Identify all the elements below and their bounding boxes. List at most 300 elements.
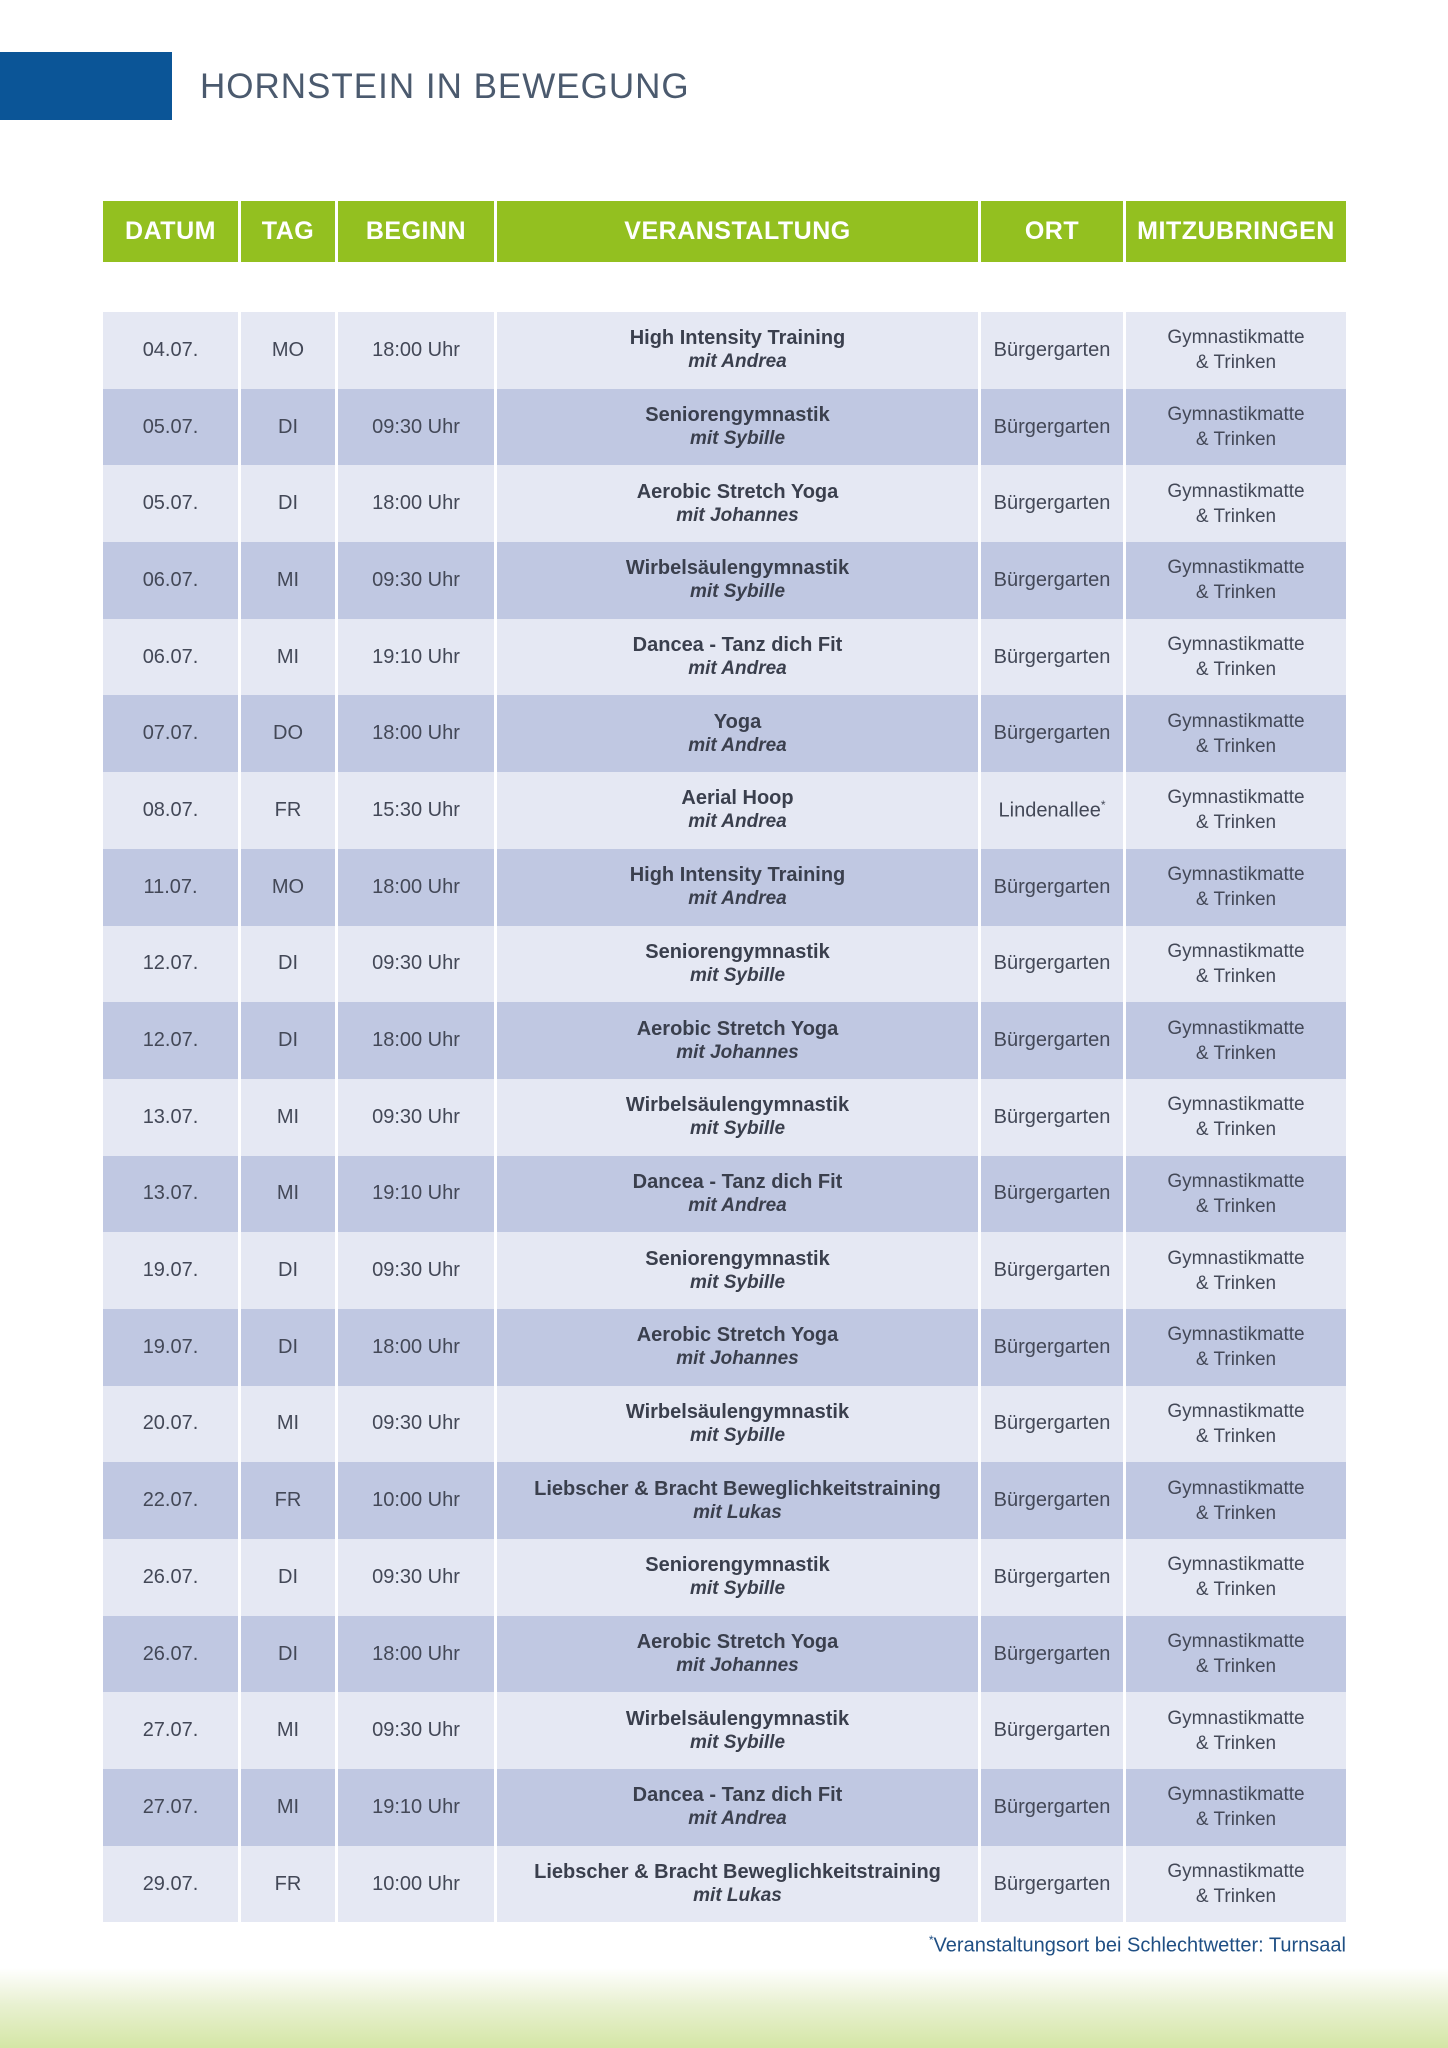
date-text: 05.07. — [142, 415, 199, 438]
cell-place — [981, 619, 1126, 696]
event-host: mit Johannes — [676, 1655, 799, 1677]
cell-date — [103, 1386, 241, 1463]
place-text — [994, 1643, 1111, 1666]
cell-day — [241, 1846, 338, 1923]
day-text: MI — [276, 1182, 300, 1205]
event-title: Wirbelsäulengymnastik — [625, 557, 850, 580]
cell-date — [103, 1846, 241, 1923]
cell-place — [981, 389, 1126, 466]
cell-event — [497, 1232, 981, 1309]
event-title: Aerobic Stretch Yoga — [636, 480, 839, 503]
cell-day — [241, 695, 338, 772]
cell-place — [981, 1539, 1126, 1616]
cell-time — [338, 1616, 497, 1693]
day-text: MI — [276, 1795, 300, 1818]
cell-time — [338, 542, 497, 619]
event-title: Liebscher & Bracht Beweglichkeitstraining — [534, 1477, 941, 1500]
table-row — [103, 926, 1346, 1003]
cell-place — [981, 1386, 1126, 1463]
cell-bring — [1126, 1156, 1346, 1233]
cell-date — [103, 926, 241, 1003]
cell-event — [497, 1156, 981, 1233]
event-host: mit Sybille — [689, 1118, 786, 1140]
event-title: Dancea - Tanz dich Fit — [632, 1170, 843, 1193]
place-text — [994, 569, 1111, 592]
day-text: MI — [276, 568, 300, 591]
cell-time — [338, 1002, 497, 1079]
cell-time — [338, 1386, 497, 1463]
cell-place — [981, 312, 1126, 389]
cell-day — [241, 542, 338, 619]
event-host: mit Sybille — [689, 964, 786, 986]
cell-bring — [1126, 1539, 1346, 1616]
bring-line-1: Gymnastikmatte — [1167, 404, 1305, 426]
cell-date — [103, 1232, 241, 1309]
event-host: mit Sybille — [689, 581, 786, 603]
event-host: mit Sybille — [689, 428, 786, 450]
schedule-table — [103, 201, 1346, 1922]
cell-time — [338, 1769, 497, 1846]
date-text: 22.07. — [142, 1489, 199, 1512]
place-name: Bürgergarten — [993, 492, 1111, 515]
bring-line-1: Gymnastikmatte — [1167, 634, 1305, 656]
time-text: 15:30 Uhr — [372, 798, 460, 821]
date-text: 27.07. — [142, 1795, 199, 1818]
cell-place — [981, 849, 1126, 926]
bring-line-1: Gymnastikmatte — [1167, 557, 1305, 579]
event-host: mit Johannes — [676, 504, 799, 526]
cell-event — [497, 1616, 981, 1693]
place-name: Bürgergarten — [993, 1259, 1111, 1282]
cell-day — [241, 619, 338, 696]
event-title: Wirbelsäulengymnastik — [625, 1094, 850, 1117]
place-name: Bürgergarten — [993, 1795, 1111, 1818]
cell-bring — [1126, 1079, 1346, 1156]
bring-line-1: Gymnastikmatte — [1167, 1017, 1305, 1039]
cell-place — [981, 1769, 1126, 1846]
bring-line-2: & Trinken — [1195, 1886, 1277, 1908]
bring-line-1: Gymnastikmatte — [1167, 1094, 1305, 1116]
bring-line-2: & Trinken — [1195, 965, 1277, 987]
day-text: DI — [278, 952, 298, 975]
bottom-gradient-band — [0, 1968, 1448, 2048]
time-text: 19:10 Uhr — [372, 645, 460, 668]
cell-bring — [1126, 619, 1346, 696]
place-footnote-mark: * — [1100, 798, 1106, 813]
cell-bring — [1126, 1462, 1346, 1539]
bring-line-1: Gymnastikmatte — [1167, 327, 1305, 349]
cell-event — [497, 772, 981, 849]
header-accent-bar — [0, 52, 172, 120]
cell-date — [103, 1156, 241, 1233]
time-text: 09:30 Uhr — [372, 1259, 460, 1282]
cell-time — [338, 849, 497, 926]
cell-place — [981, 1846, 1126, 1923]
place-name: Bürgergarten — [993, 722, 1111, 745]
bring-line-2: & Trinken — [1195, 582, 1277, 604]
bring-line-1: Gymnastikmatte — [1167, 1707, 1305, 1729]
cell-date — [103, 1309, 241, 1386]
cell-day — [241, 312, 338, 389]
date-text: 26.07. — [142, 1642, 199, 1665]
table-row — [103, 1386, 1346, 1463]
time-text: 18:00 Uhr — [372, 338, 460, 361]
place-name: Bürgergarten — [993, 1412, 1111, 1435]
cell-date — [103, 849, 241, 926]
bring-line-1: Gymnastikmatte — [1167, 480, 1305, 502]
cell-day — [241, 1156, 338, 1233]
place-name: Bürgergarten — [993, 568, 1111, 591]
footnote — [929, 1933, 1346, 1958]
date-text: 07.07. — [142, 722, 199, 745]
bring-line-2: & Trinken — [1195, 505, 1277, 527]
place-text — [994, 1029, 1111, 1052]
cell-date — [103, 1079, 241, 1156]
event-title: Seniorengymnastik — [645, 1554, 830, 1577]
time-text: 18:00 Uhr — [372, 1335, 460, 1358]
bring-line-1: Gymnastikmatte — [1167, 787, 1305, 809]
place-name: Bürgergarten — [993, 1642, 1111, 1665]
place-text — [994, 1796, 1111, 1819]
cell-date — [103, 772, 241, 849]
cell-event — [497, 465, 981, 542]
cell-day — [241, 1539, 338, 1616]
cell-event — [497, 312, 981, 389]
table-row — [103, 849, 1346, 926]
bring-line-2: & Trinken — [1195, 1809, 1277, 1831]
day-text: MI — [276, 1719, 300, 1742]
date-text: 29.07. — [142, 1872, 199, 1895]
cell-place — [981, 542, 1126, 619]
bring-line-2: & Trinken — [1195, 352, 1277, 374]
day-text: MO — [271, 875, 305, 898]
time-text: 18:00 Uhr — [372, 875, 460, 898]
day-text: MO — [271, 338, 305, 361]
header-tag: TAG — [241, 201, 338, 262]
cell-place — [981, 1616, 1126, 1693]
place-name: Bürgergarten — [993, 1182, 1111, 1205]
event-title: Seniorengymnastik — [645, 1247, 830, 1270]
event-host: mit Sybille — [689, 1578, 786, 1600]
cell-day — [241, 926, 338, 1003]
header-beginn: BEGINN — [338, 201, 497, 262]
time-text: 10:00 Uhr — [372, 1489, 460, 1512]
event-host: mit Sybille — [689, 1731, 786, 1753]
time-text: 09:30 Uhr — [372, 415, 460, 438]
cell-bring — [1126, 1616, 1346, 1693]
cell-event — [497, 695, 981, 772]
table-row — [103, 1539, 1346, 1616]
day-text: DI — [278, 1642, 298, 1665]
cell-date — [103, 1002, 241, 1079]
place-text — [994, 416, 1111, 439]
event-host: mit Andrea — [688, 888, 787, 910]
table-row — [103, 1692, 1346, 1769]
table-spacer — [103, 262, 1346, 312]
event-title: Liebscher & Bracht Beweglichkeitstraining — [534, 1861, 941, 1884]
cell-event — [497, 1386, 981, 1463]
date-text: 20.07. — [142, 1412, 199, 1435]
cell-time — [338, 312, 497, 389]
event-title: Wirbelsäulengymnastik — [625, 1400, 850, 1423]
table-row — [103, 1079, 1346, 1156]
event-host: mit Andrea — [688, 351, 787, 373]
cell-event — [497, 1002, 981, 1079]
cell-date — [103, 695, 241, 772]
day-text: FR — [274, 1489, 302, 1512]
cell-day — [241, 1769, 338, 1846]
bring-line-2: & Trinken — [1195, 1272, 1277, 1294]
cell-time — [338, 1846, 497, 1923]
cell-event — [497, 1769, 981, 1846]
event-host: mit Johannes — [676, 1348, 799, 1370]
cell-place — [981, 1309, 1126, 1386]
cell-time — [338, 619, 497, 696]
bring-line-2: & Trinken — [1195, 1349, 1277, 1371]
table-row — [103, 1002, 1346, 1079]
cell-day — [241, 1079, 338, 1156]
date-text: 13.07. — [142, 1182, 199, 1205]
bring-line-1: Gymnastikmatte — [1167, 1247, 1305, 1269]
cell-date — [103, 1462, 241, 1539]
event-host: mit Johannes — [676, 1041, 799, 1063]
cell-day — [241, 772, 338, 849]
time-text: 19:10 Uhr — [372, 1182, 460, 1205]
table-body — [103, 312, 1346, 1922]
cell-event — [497, 1079, 981, 1156]
bring-line-1: Gymnastikmatte — [1167, 1324, 1305, 1346]
cell-event — [497, 1846, 981, 1923]
time-text: 18:00 Uhr — [372, 492, 460, 515]
event-title: High Intensity Training — [629, 327, 846, 350]
place-name: Bürgergarten — [993, 1105, 1111, 1128]
cell-event — [497, 926, 981, 1003]
bring-line-2: & Trinken — [1195, 1732, 1277, 1754]
footnote-mark: * — [928, 1933, 934, 1947]
cell-bring — [1126, 1769, 1346, 1846]
table-row — [103, 772, 1346, 849]
place-text — [994, 1259, 1111, 1282]
header-mitzubringen: MITZUBRINGEN — [1137, 217, 1335, 245]
place-text — [994, 339, 1111, 362]
time-text: 18:00 Uhr — [372, 1029, 460, 1052]
bring-line-2: & Trinken — [1195, 1042, 1277, 1064]
date-text: 13.07. — [142, 1105, 199, 1128]
time-text: 09:30 Uhr — [372, 952, 460, 975]
cell-day — [241, 1309, 338, 1386]
cell-event — [497, 542, 981, 619]
place-name: Bürgergarten — [993, 415, 1111, 438]
cell-bring — [1126, 1386, 1346, 1463]
bring-line-2: & Trinken — [1195, 735, 1277, 757]
cell-time — [338, 695, 497, 772]
cell-place — [981, 772, 1126, 849]
cell-bring — [1126, 926, 1346, 1003]
header-veranstaltung: VERANSTALTUNG — [497, 201, 981, 262]
cell-date — [103, 1539, 241, 1616]
cell-date — [103, 465, 241, 542]
time-text: 10:00 Uhr — [372, 1872, 460, 1895]
cell-bring — [1126, 389, 1346, 466]
event-host: mit Andrea — [688, 734, 787, 756]
event-title: Seniorengymnastik — [645, 404, 830, 427]
day-text: DI — [278, 1259, 298, 1282]
day-text: FR — [274, 1872, 302, 1895]
date-text: 06.07. — [142, 645, 199, 668]
table-row — [103, 1616, 1346, 1693]
cell-place — [981, 1692, 1126, 1769]
event-title: Aerobic Stretch Yoga — [636, 1324, 839, 1347]
event-title: High Intensity Training — [629, 864, 846, 887]
table-row — [103, 542, 1346, 619]
event-title: Aerial Hoop — [681, 787, 794, 810]
cell-place — [981, 926, 1126, 1003]
event-host: mit Lukas — [693, 1885, 782, 1907]
cell-bring — [1126, 1309, 1346, 1386]
cell-date — [103, 619, 241, 696]
cell-day — [241, 1002, 338, 1079]
event-title: Aerobic Stretch Yoga — [636, 1017, 839, 1040]
cell-bring — [1126, 849, 1346, 926]
place-text — [994, 492, 1111, 515]
cell-day — [241, 389, 338, 466]
cell-place — [981, 695, 1126, 772]
cell-event — [497, 849, 981, 926]
place-text — [994, 1566, 1111, 1589]
time-text: 18:00 Uhr — [372, 722, 460, 745]
header-datum: DATUM — [103, 201, 241, 262]
place-text — [994, 722, 1111, 745]
cell-event — [497, 1462, 981, 1539]
place-text — [994, 646, 1111, 669]
date-text: 26.07. — [142, 1565, 199, 1588]
bring-line-1: Gymnastikmatte — [1167, 1477, 1305, 1499]
bring-line-1: Gymnastikmatte — [1167, 710, 1305, 732]
cell-bring — [1126, 1692, 1346, 1769]
table-row — [103, 1462, 1346, 1539]
table-row — [103, 695, 1346, 772]
day-text: DI — [278, 1029, 298, 1052]
day-text: DO — [273, 722, 303, 745]
cell-place — [981, 1232, 1126, 1309]
bring-line-1: Gymnastikmatte — [1167, 1631, 1305, 1653]
date-text: 12.07. — [142, 1029, 199, 1052]
place-text — [994, 1489, 1111, 1512]
table-header-row — [103, 201, 1346, 262]
page-title: HORNSTEIN IN BEWEGUNG — [200, 67, 690, 106]
place-text — [994, 952, 1111, 975]
cell-event — [497, 619, 981, 696]
day-text: DI — [278, 1335, 298, 1358]
event-host: mit Andrea — [688, 811, 787, 833]
date-text: 04.07. — [142, 338, 199, 361]
time-text: 09:30 Uhr — [372, 568, 460, 591]
cell-time — [338, 1539, 497, 1616]
cell-event — [497, 1692, 981, 1769]
place-text — [994, 876, 1111, 899]
cell-place — [981, 1462, 1126, 1539]
cell-day — [241, 849, 338, 926]
bring-line-2: & Trinken — [1195, 1425, 1277, 1447]
date-text: 12.07. — [142, 952, 199, 975]
bring-line-1: Gymnastikmatte — [1167, 1170, 1305, 1192]
day-text: FR — [274, 798, 302, 821]
bring-line-2: & Trinken — [1195, 1119, 1277, 1141]
bring-line-1: Gymnastikmatte — [1167, 1784, 1305, 1806]
cell-event — [497, 1539, 981, 1616]
event-host: mit Sybille — [689, 1271, 786, 1293]
cell-bring — [1126, 312, 1346, 389]
bring-line-2: & Trinken — [1195, 812, 1277, 834]
event-title: Dancea - Tanz dich Fit — [632, 1784, 843, 1807]
bring-line-2: & Trinken — [1195, 889, 1277, 911]
day-text: MI — [276, 645, 300, 668]
date-text: 06.07. — [142, 568, 199, 591]
cell-date — [103, 1692, 241, 1769]
table-row — [103, 465, 1346, 542]
place-name: Bürgergarten — [993, 875, 1111, 898]
day-text: DI — [278, 492, 298, 515]
time-text: 09:30 Uhr — [372, 1105, 460, 1128]
place-name: Bürgergarten — [993, 1872, 1111, 1895]
date-text: 05.07. — [142, 492, 199, 515]
time-text: 19:10 Uhr — [372, 1795, 460, 1818]
time-text: 18:00 Uhr — [372, 1642, 460, 1665]
cell-place — [981, 1002, 1126, 1079]
event-host: mit Andrea — [688, 1194, 787, 1216]
table-row — [103, 1309, 1346, 1386]
cell-time — [338, 1079, 497, 1156]
event-title: Seniorengymnastik — [645, 940, 830, 963]
cell-date — [103, 389, 241, 466]
table-row — [103, 1769, 1346, 1846]
event-title: Aerobic Stretch Yoga — [636, 1631, 839, 1654]
cell-time — [338, 1309, 497, 1386]
place-name: Bürgergarten — [993, 1565, 1111, 1588]
place-name: Bürgergarten — [993, 1335, 1111, 1358]
cell-time — [338, 772, 497, 849]
event-title: Yoga — [713, 710, 762, 733]
place-text — [994, 1182, 1111, 1205]
date-text: 11.07. — [143, 875, 198, 898]
bring-line-2: & Trinken — [1195, 1656, 1277, 1678]
table-row — [103, 1232, 1346, 1309]
cell-place — [981, 1156, 1126, 1233]
date-text: 27.07. — [142, 1719, 199, 1742]
cell-time — [338, 1462, 497, 1539]
date-text: 08.07. — [142, 798, 199, 821]
place-name: Bürgergarten — [993, 1489, 1111, 1512]
header-ort: ORT — [981, 201, 1126, 262]
cell-place — [981, 1079, 1126, 1156]
place-text — [994, 1336, 1111, 1359]
bring-line-2: & Trinken — [1195, 429, 1277, 451]
place-text — [994, 1873, 1111, 1896]
cell-time — [338, 1232, 497, 1309]
bring-line-1: Gymnastikmatte — [1167, 1400, 1305, 1422]
event-host: mit Sybille — [689, 1424, 786, 1446]
cell-date — [103, 542, 241, 619]
day-text: MI — [276, 1105, 300, 1128]
event-title: Dancea - Tanz dich Fit — [632, 634, 843, 657]
time-text: 09:30 Uhr — [372, 1412, 460, 1435]
table-row — [103, 389, 1346, 466]
cell-day — [241, 1462, 338, 1539]
footnote-text: Veranstaltungsort bei Schlechtwetter: Turnsaal — [933, 1934, 1346, 1957]
cell-time — [338, 1692, 497, 1769]
event-host: mit Lukas — [693, 1501, 782, 1523]
cell-bring — [1126, 465, 1346, 542]
